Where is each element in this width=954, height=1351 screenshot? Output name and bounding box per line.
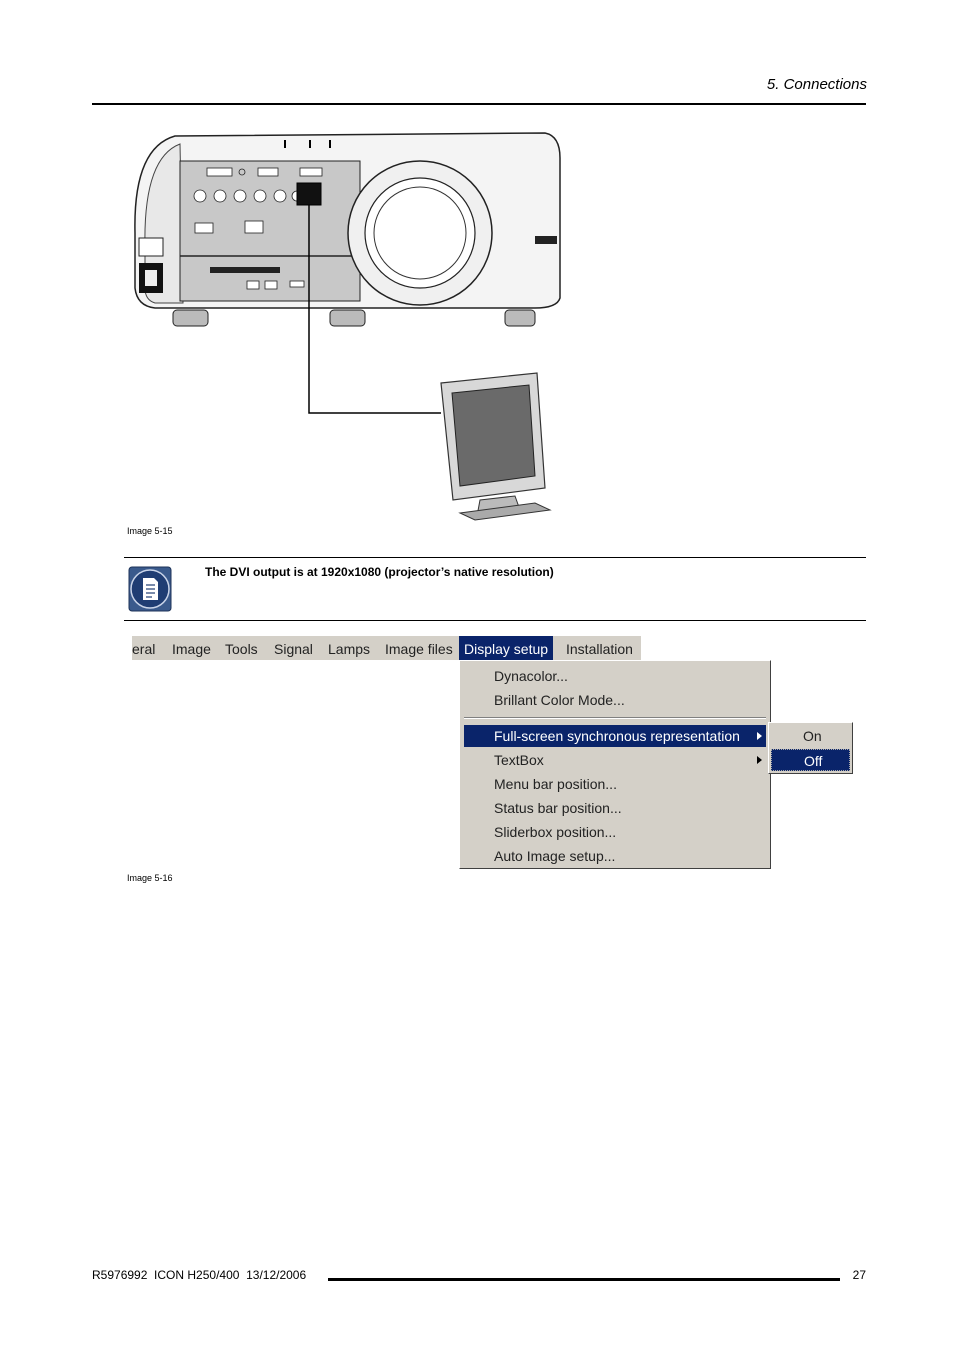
note-text: The DVI output is at 1920x1080 (projector’s native resolution): [205, 565, 554, 579]
note-document-icon: [128, 566, 172, 612]
menu-entry-status-bar-position[interactable]: Status bar position...: [494, 800, 622, 816]
figure-caption: Image 5-16: [127, 873, 173, 883]
note-rule-top: [124, 557, 866, 558]
menu-entry-label: Full-screen synchronous representation: [494, 728, 740, 744]
menu-bar: [132, 636, 641, 660]
display-setup-menu: [459, 660, 771, 869]
footer-rule: [328, 1278, 840, 1281]
menu-item-image-files[interactable]: Image files: [385, 641, 453, 657]
menu-entry-label: TextBox: [494, 752, 544, 768]
page-number: 27: [852, 1268, 866, 1282]
menu-item-tools[interactable]: Tools: [225, 641, 258, 657]
menu-item-display-setup[interactable]: Display setup: [459, 636, 553, 660]
footer-document-info: R5976992 ICON H250/400 13/12/2006: [92, 1268, 307, 1282]
menu-item-installation[interactable]: Installation: [566, 641, 633, 657]
option-on[interactable]: On: [803, 728, 822, 744]
menu-entry-brillant-color-mode[interactable]: Brillant Color Mode...: [494, 692, 625, 708]
header-rule: [92, 103, 866, 105]
menu-item-signal[interactable]: Signal: [274, 641, 313, 657]
menu-item-image[interactable]: Image: [172, 641, 211, 657]
menu-separator: [464, 717, 766, 719]
section-title: 5. Connections: [766, 76, 867, 93]
figure-caption: Image 5-15: [127, 526, 173, 536]
menu-entry-sliderbox-position[interactable]: Sliderbox position...: [494, 824, 617, 840]
menu-item-general[interactable]: eral: [132, 641, 156, 657]
dvi-output-connector: [297, 183, 321, 205]
submenu-arrow-icon: [757, 732, 762, 740]
note-rule-bottom: [124, 620, 866, 621]
on-off-submenu: [768, 722, 853, 774]
option-off[interactable]: Off: [771, 749, 850, 771]
menu-entry-auto-image-setup[interactable]: Auto Image setup...: [494, 848, 616, 864]
menu-item-lamps[interactable]: Lamps: [328, 641, 371, 657]
menu-entry-dynacolor[interactable]: Dynacolor...: [494, 668, 568, 684]
menu-entry-menu-bar-position[interactable]: Menu bar position...: [494, 776, 617, 792]
submenu-arrow-icon: [757, 756, 762, 764]
projector-monitor-illustration: [125, 128, 575, 524]
menu-entry-textbox[interactable]: [464, 749, 766, 771]
menu-entry-full-screen-sync[interactable]: [464, 725, 766, 747]
